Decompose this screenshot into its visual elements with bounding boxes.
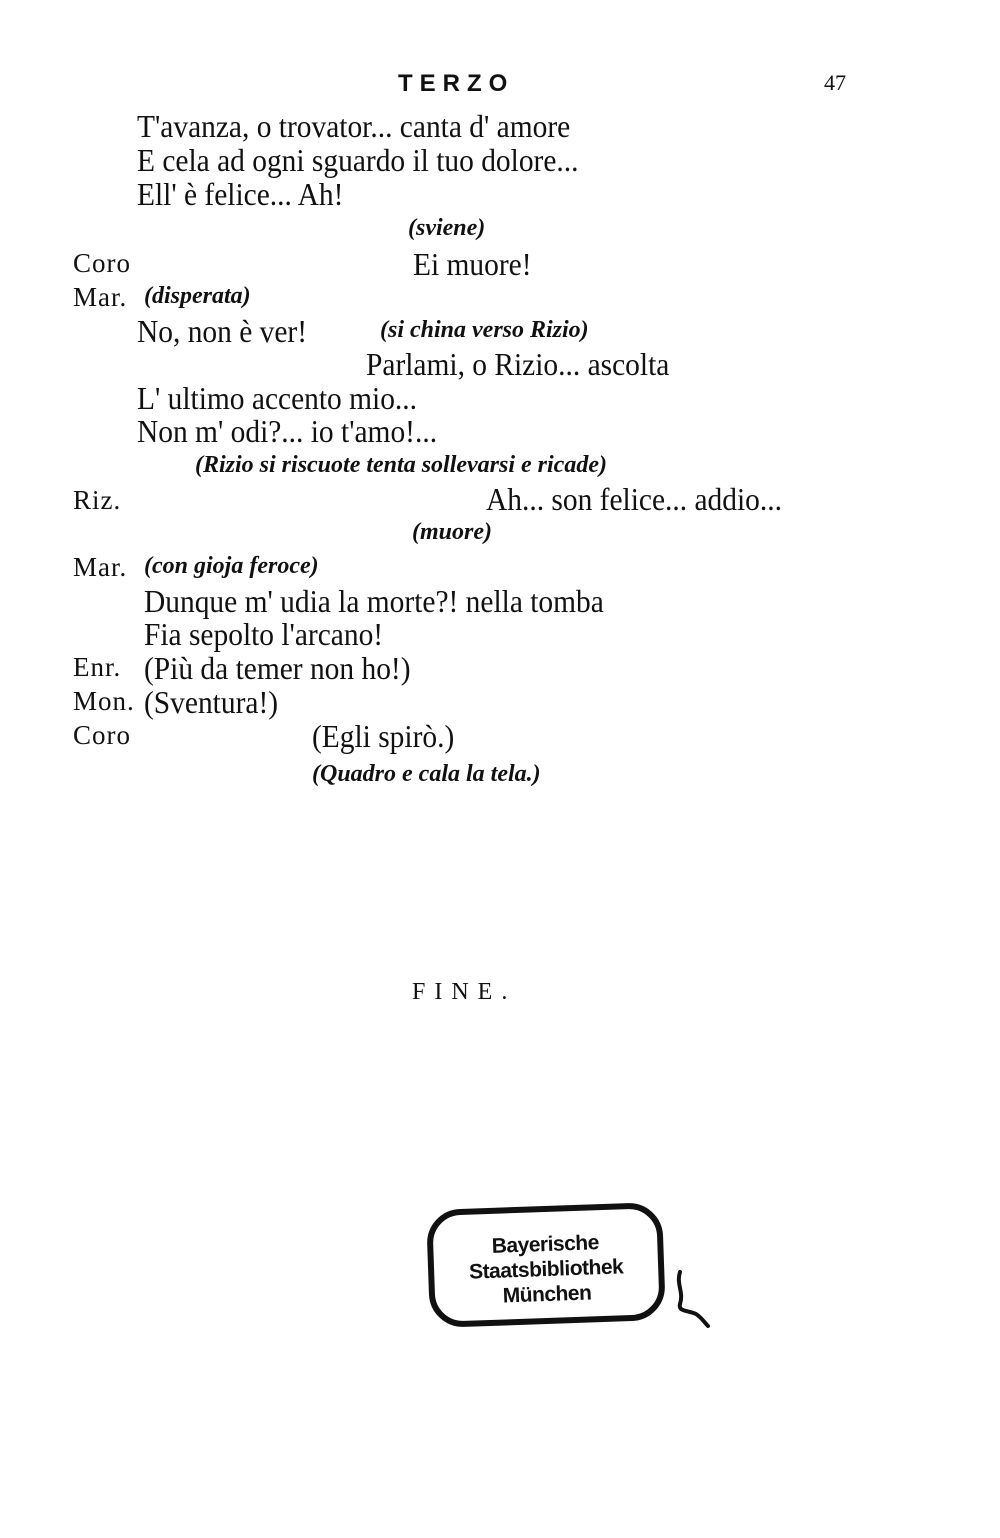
verse-line: No, non è ver! [137, 313, 308, 349]
stage-direction: (disperata) [144, 283, 251, 309]
stage-direction: (con gioja feroce) [144, 553, 319, 579]
verse-line: Parlami, o Rizio... ascolta [366, 346, 670, 382]
stamp-line: Bayerische [491, 1231, 600, 1258]
stamp-ink-mark [674, 1270, 714, 1340]
speaker-label: Coro [73, 720, 131, 750]
speaker-label: Mar. [73, 552, 128, 582]
running-header: TERZO [398, 70, 515, 97]
stage-direction: (Quadro e cala la tela.) [312, 761, 541, 787]
stamp-line: München [502, 1281, 592, 1308]
library-stamp [426, 1202, 666, 1328]
verse-line: (Più da temer non ho!) [144, 650, 411, 686]
speaker-label: Riz. [73, 485, 122, 515]
verse-line: (Sventura!) [144, 684, 279, 720]
verse-line: Ah... son felice... addio... [486, 481, 782, 517]
end-marker: FINE. [412, 979, 517, 1005]
verse-line: Non m' odi?... io t'amo!... [137, 413, 438, 449]
speaker-label: Coro [73, 248, 131, 278]
stage-direction: (Rizio si riscuote tenta sollevarsi e ricade) [195, 452, 607, 478]
stage-direction: (si china verso Rizio) [380, 317, 589, 343]
stage-direction: (sviene) [408, 215, 486, 241]
stamp-line: Staatsbibliothek [468, 1255, 624, 1284]
speaker-label: Enr. [73, 652, 122, 682]
verse-line: Dunque m' udia la morte?! nella tomba [144, 583, 604, 619]
verse-line: T'avanza, o trovator... canta d' amore [137, 108, 571, 144]
verse-line: Fia sepolto l'arcano! [144, 616, 384, 652]
speaker-label: Mar. [73, 282, 128, 312]
verse-line: L' ultimo accento mio... [137, 380, 418, 416]
verse-line: Ell' è felice... Ah! [137, 176, 344, 212]
page-number: 47 [824, 70, 846, 95]
stage-direction: (muore) [412, 519, 492, 545]
verse-line: Ei muore! [413, 246, 532, 282]
verse-line: E cela ad ogni sguardo il tuo dolore... [137, 142, 579, 178]
verse-line: (Egli spirò.) [312, 718, 455, 754]
speaker-label: Mon. [73, 686, 135, 716]
